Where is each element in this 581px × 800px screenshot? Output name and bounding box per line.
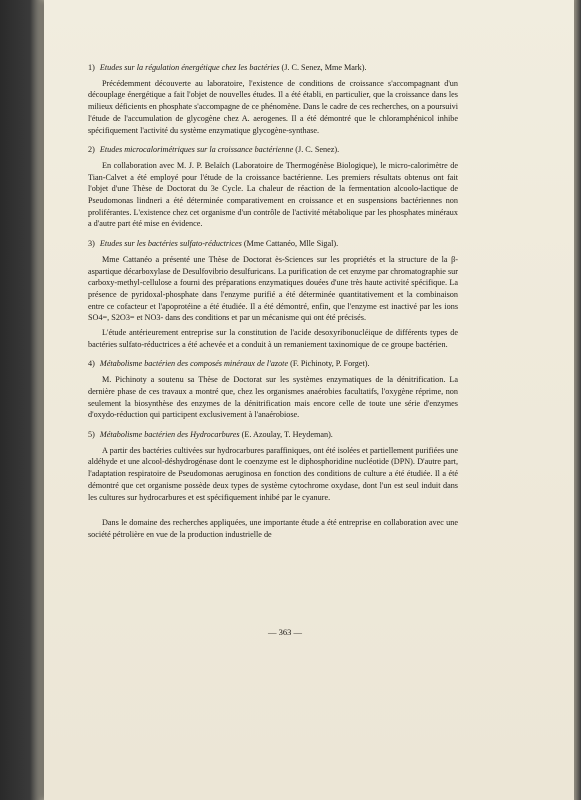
- paragraph: A partir des bactéries cultivées sur hydrocarbures paraffiniques, ont été isolées et partiellement purifiées une aldéhyde et une alcool-déshydrogénase dont le coenzyme est le diphosphoridine nucléotide (DPN). D'autre part, l'adaptation respiratoire de Pseudomonas aeruginosa en fonction des conditions de culture a été étudiée. Il a été démontré que cet organisme possède deux types de système cytochrome oxydase, dont l'un est seul induit dans les cultures sur hydrocarbures et est spécifiquement inhibé par le cyanure.: [88, 445, 458, 502]
- closing-paragraph: Dans le domaine des recherches appliquées, une importante étude a été entreprise en collaboration avec une société pétrolière en vue de la production industrielle de: [88, 518, 458, 539]
- section-regulation-energetique: [88, 62, 458, 136]
- section-number: 4): [88, 359, 95, 369]
- section-sulfato-reductrices: [88, 238, 458, 350]
- section-number: 1): [88, 63, 95, 72]
- section-authors: (J. C. Senez).: [295, 145, 340, 155]
- section-authors: (J. C. Senez, Mme Mark).: [281, 63, 367, 72]
- paragraph: L'étude antérieurement entreprise sur la constitution de l'acide desoxyribonucléique de différents types de bactéries sulfato-réductrices a été achevée et a conduit à un remaniement taxinomique de ce groupe bactérien.: [88, 328, 458, 349]
- section-authors: (E. Azoulay, T. Heydeman).: [241, 429, 333, 439]
- section-heading: [88, 429, 458, 441]
- paragraph: M. Pichinoty a soutenu sa Thèse de Doctorat sur les systèmes enzymatiques de la dénitrification. La dernière phase de ces travaux a montré que, chez les organismes anaérobies facultatifs, l'oxygène réprime, non seulement la biosynthèse des enzymes de la dénitrification mais encore celle de toute une série d'enzymes d'oxydo-réduction qui participent exclusivement à l'anaérobiose.: [88, 375, 458, 420]
- section-title: Etudes microcalorimétriques sur la croissance bactérienne: [99, 145, 294, 155]
- section-number: 2): [88, 145, 95, 155]
- section-microcalorimetrie: [88, 144, 458, 230]
- section-authors: (Mme Cattanéo, Mlle Sigal).: [243, 239, 339, 249]
- section-heading: [88, 144, 458, 156]
- section-authors: (F. Pichinoty, P. Forget).: [290, 359, 370, 369]
- section-heading: [88, 358, 458, 370]
- paragraph: En collaboration avec M. J. P. Belaïch (Laboratoire de Thermogénèse Biologique), le micro-calorimètre de Tian-Calvet a été employé pour l'étude de la croissance bactérienne. Les premiers résultats obtenus ont fait l'objet d'une Thèse de Doctorat du 3e Cycle. La chaleur de réaction de la fermentation alcoolo-lactique de Pseudomonas lindneri a été déterminée comparativement en croissance et en suspensions bactériennes non proliférantes. L'existence chez cet organisme d'un contrôle de l'activité métabolique par les phosphates minéraux a d'autre part été mise en évidence.: [88, 160, 458, 229]
- section-title: Etudes sur la régulation énergétique chez les bactéries: [99, 63, 280, 72]
- section-title: Métabolisme bactérien des Hydrocarbures: [99, 429, 240, 439]
- section-number: 3): [88, 239, 95, 249]
- section-number: 5): [88, 429, 95, 439]
- section-heading: [88, 62, 458, 74]
- page-number: — 363 —: [268, 627, 302, 637]
- paragraph: Précédemment découverte au laboratoire, l'existence de conditions de croissance s'accompagnant d'un découplage énergétique a fait l'objet de nouvelles études. Il a été établi, en particulier, que la croissance dans les milieux déficients en phosphate s'accompagne de ce phénomène. Dans le cadre de ces recherches, on a poursuivi l'étude de l'accumulation de glycogène chez A. aerogenes. Il a été démontré que le chloramphénicol inhibe spécifiquement l'activité du système enzymatique glycogène-synthase.: [88, 78, 458, 135]
- section-hydrocarbures: [88, 429, 458, 503]
- section-heading: [88, 238, 458, 250]
- section-azote: [88, 358, 458, 421]
- page-body: [88, 62, 458, 541]
- section-title: Métabolisme bactérien des composés minéraux de l'azote: [99, 359, 289, 369]
- section-title: Etudes sur les bactéries sulfato-réductrices: [99, 239, 242, 249]
- paragraph: Mme Cattanéo a présenté une Thèse de Doctorat ès-Sciences sur les propriétés et la structure de la β-aspartique décarboxylase de Desulfovibrio desulfuricans. La purification de cet enzyme par chromatographie sur carboxy-methyl-cellulose a fourni des préparations enzymatiques douées d'une très haute activité spécifique. La présence de pyridoxal-phosphate dans l'enzyme purifié a été déterminée quantitativement et la combinaison entre ce cofacteur et l'apoprotéine a été étudiée. Il a été démontré, enfin, que l'enzyme est inactivé par les ions SO4=, S2O3= et NO3- dans des conditions et par un mécanisme qui ont été précisés.: [88, 254, 458, 323]
